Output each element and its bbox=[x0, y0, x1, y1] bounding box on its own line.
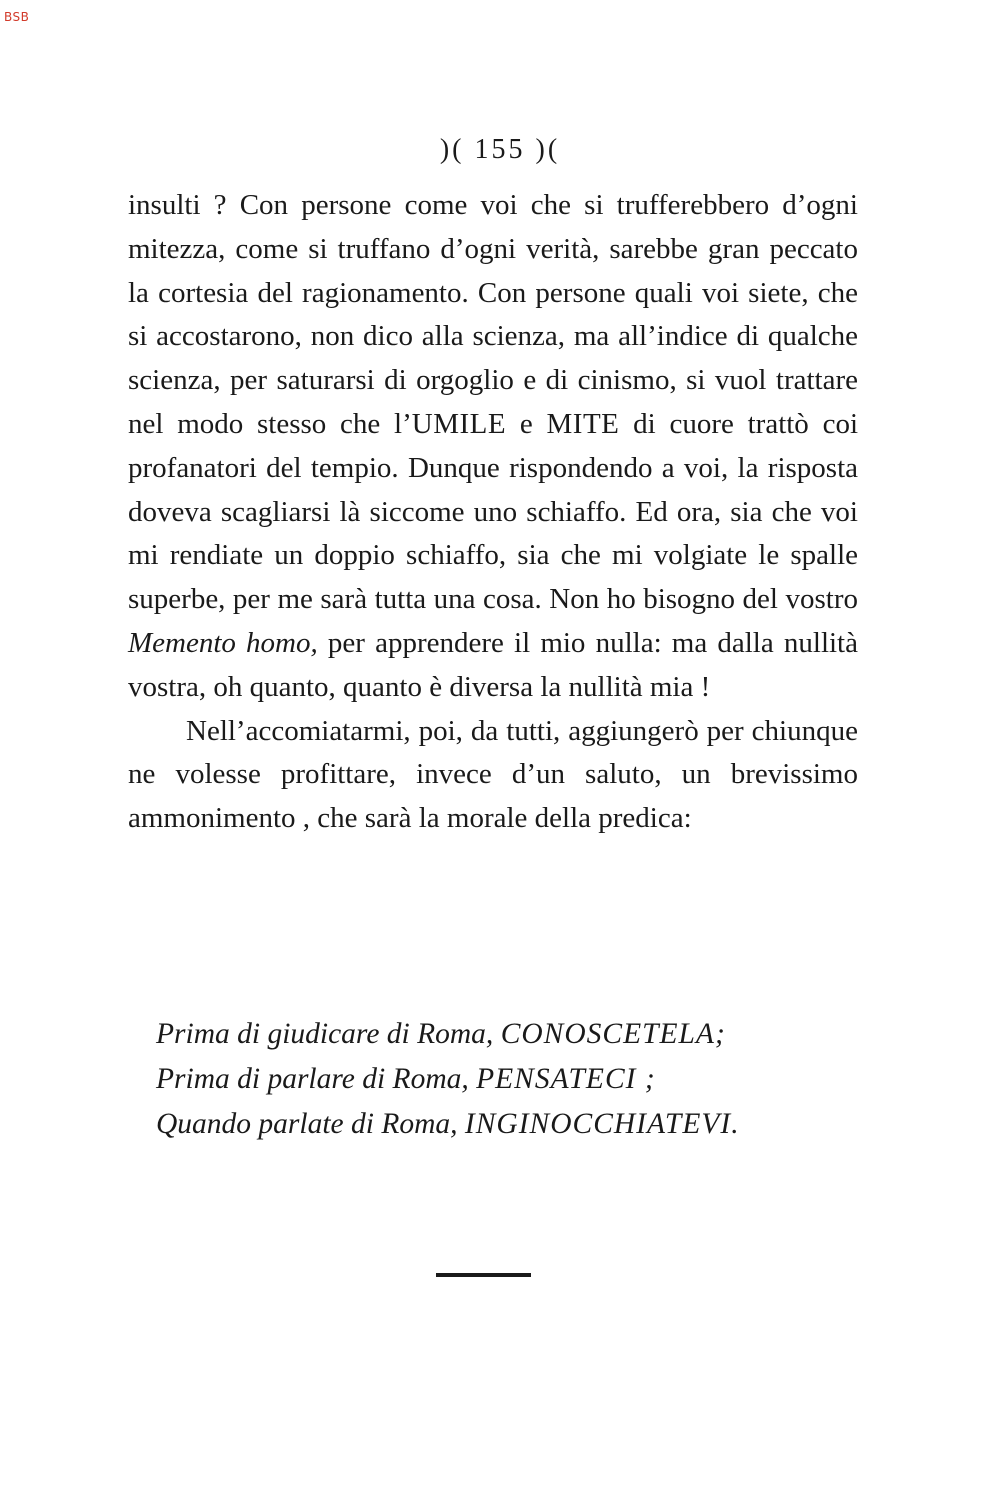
maxim-emphasis: INGINOCCHIATEVI. bbox=[464, 1108, 740, 1140]
paragraph-2: Nell’accomiatarmi, poi, da tutti, aggiungerò per chiunque ne volesse profittare, invece d’un saluto, un brevissimo ammonimento , che sarà la morale della predica: bbox=[128, 714, 858, 835]
word-mite: MITE bbox=[546, 407, 620, 440]
maxim-line-3 bbox=[156, 1102, 876, 1147]
maxim-emphasis: PENSATECI ; bbox=[476, 1063, 656, 1095]
maxim-lead: Quando parlate di Roma, bbox=[156, 1108, 465, 1140]
memento-homo-phrase: Memento homo, bbox=[128, 626, 318, 659]
closing-rule bbox=[436, 1273, 531, 1277]
maxim-emphasis: CONOSCETELA; bbox=[500, 1018, 726, 1050]
paragraph-1-part-2: e bbox=[506, 407, 547, 440]
maxim-lead: Prima di parlare di Roma, bbox=[156, 1063, 477, 1095]
maxim-lead: Prima di giudicare di Roma, bbox=[156, 1018, 501, 1050]
word-umile: UMILE bbox=[411, 407, 507, 440]
library-stamp: BSB bbox=[4, 10, 30, 24]
maxim-line-1 bbox=[156, 1012, 876, 1057]
maxim-line-2 bbox=[156, 1057, 876, 1102]
paragraph-1-part-1: insulti ? Con persone come voi che si trufferebbero d’ogni mitezza, come si truffano d’ogni verità, sarebbe gran peccato la cortesia del ragionamento. Con persone quali voi siete, che si accostarono, non dico alla scienza, ma all’indice di qualche scienza, per saturarsi di orgoglio e di cinismo, si vuol trattare nel modo stesso che l’ bbox=[128, 189, 858, 440]
paragraph-1-part-4: per apprendere il mio nulla: ma dalla nullità vostra, oh quanto, quanto è diversa la nullità mia ! bbox=[128, 626, 858, 703]
paragraph-1 bbox=[128, 184, 858, 710]
paragraph-1-part-3: di cuore trattò coi profanatori del tempio. Dunque rispondendo a voi, la risposta doveva scagliarsi là siccome uno schiaffo. Ed ora, sia che voi mi rendiate un doppio schiaffo, sia che mi volgiate le spalle superbe, per me sarà tutta una cosa. Non ho bisogno del vostro bbox=[128, 407, 858, 616]
maxims-block bbox=[156, 1012, 876, 1147]
page-number-header: )( 155 )( bbox=[439, 134, 561, 165]
main-text bbox=[128, 184, 858, 841]
